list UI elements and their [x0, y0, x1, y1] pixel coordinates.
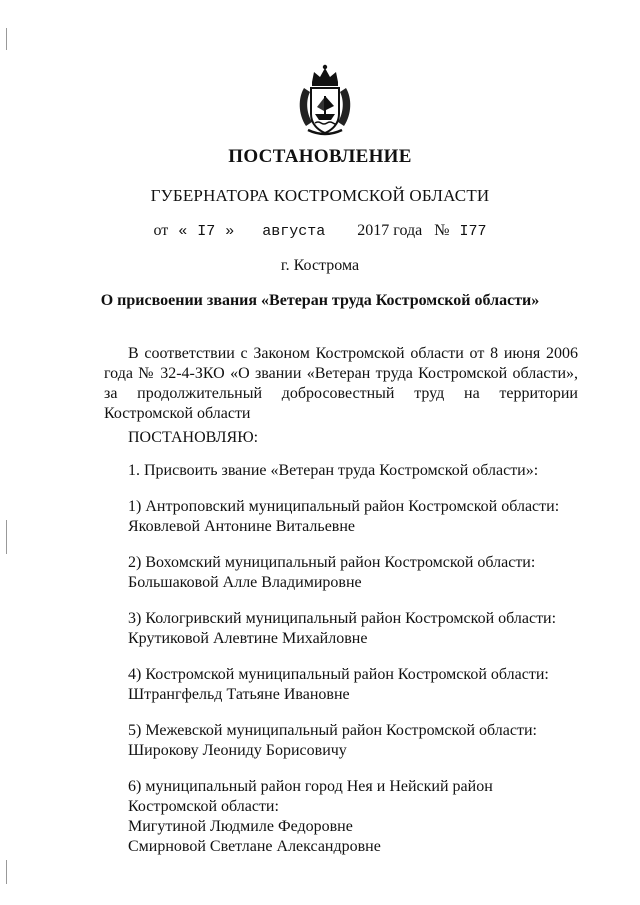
document-city: г. Кострома	[280, 257, 360, 274]
date-year: 2017 года	[357, 222, 423, 239]
list-item	[128, 721, 578, 761]
scan-edge-mark	[6, 520, 7, 554]
person-name: Штрангфельд Татьяне Ивановне	[128, 686, 350, 703]
person-name: Большаковой Алле Владимировне	[128, 574, 362, 591]
district-name: 4) Костромской муниципальный район Костромской области:	[128, 666, 549, 683]
date-day: I7	[197, 223, 216, 240]
scan-edge-mark	[6, 860, 7, 884]
district-name: 5) Межевской муниципальный район Костромской области:	[128, 722, 537, 739]
list-item	[128, 553, 578, 593]
item-1-text: 1. Присвоить звание «Ветеран труда Костромской области»:	[128, 462, 539, 479]
person-name: Крутиковой Алевтине Михайловне	[128, 630, 368, 647]
preamble-text: В соответствии с Законом Костромской области от 8 июня 2006 года № 32-4-ЗКО «О звании «Ветеран труда Костромской области», за продолжительный добросовестный труд на территории Костромской области	[104, 345, 578, 422]
district-name: 2) Вохомский муниципальный район Костромской области:	[128, 554, 536, 571]
scan-edge-mark	[6, 28, 7, 50]
person-name: Яковлевой Антонине Витальевне	[128, 518, 356, 535]
date-quote-open: «	[178, 223, 188, 240]
date-month: августа	[262, 223, 326, 240]
kostroma-coat-of-arms-icon	[294, 62, 356, 138]
list-item	[128, 609, 578, 649]
document-title: ПОСТАНОВЛЕНИЕ	[228, 146, 412, 167]
date-prefix: от	[153, 222, 169, 239]
district-name: 3) Кологривский муниципальный район Костромской области:	[128, 610, 557, 627]
decree-word: ПОСТАНОВЛЯЮ:	[128, 429, 259, 446]
person-name: Смирновой Светлане Александровне	[128, 838, 381, 855]
district-name: 1) Антроповский муниципальный район Костромской области:	[128, 498, 560, 515]
list-item	[128, 777, 578, 857]
awards-list	[128, 497, 578, 873]
person-name: Мигутиной Людмиле Федоровне	[128, 818, 353, 835]
person-name: Широкову Леониду Борисовичу	[128, 742, 347, 759]
number-sign: №	[434, 222, 450, 239]
date-quote-close: »	[225, 223, 235, 240]
document-subject: О присвоении звания «Ветеран труда Костромской области»	[100, 292, 540, 309]
list-item	[128, 665, 578, 705]
document-number: I77	[459, 223, 487, 240]
list-item	[128, 497, 578, 537]
district-name: 6) муниципальный район город Нея и Нейский район Костромской области:	[128, 778, 493, 815]
document-date-line	[0, 222, 640, 240]
document-issuer: ГУБЕРНАТОРА КОСТРОМСКОЙ ОБЛАСТИ	[150, 186, 490, 205]
preamble-paragraph	[104, 344, 578, 424]
